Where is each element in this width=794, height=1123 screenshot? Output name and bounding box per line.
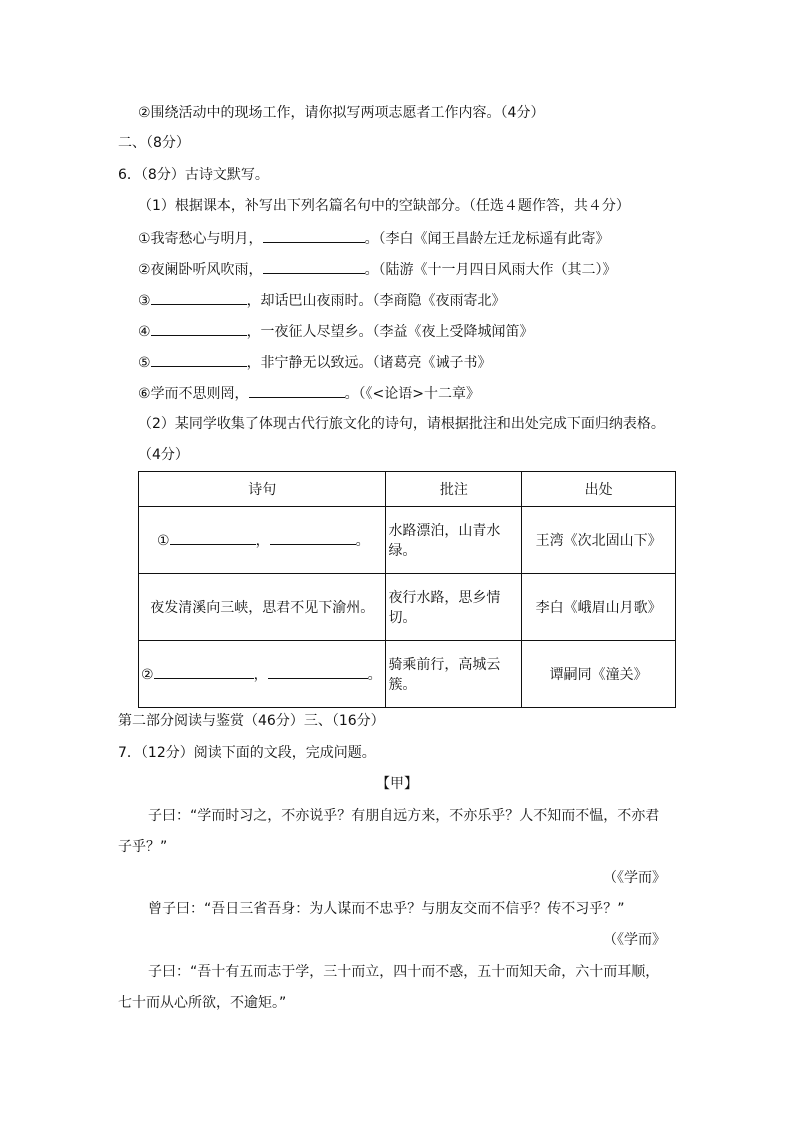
passage-1-source: （《学而》: [603, 870, 666, 886]
poem-table: [138, 471, 676, 708]
answer-blank[interactable]: [151, 290, 247, 305]
poem-cell: 夜发清溪向三峡，思君不见下渝州。: [139, 574, 386, 641]
recitation-line-3: ③ ，却话巴山夜雨时。（李商隐《夜雨寄北》: [138, 290, 506, 311]
poem-cell: ② ， 。: [139, 641, 386, 708]
question-6-part1: （1）根据课本，补写出下列名篇名句中的空缺部分。（任选４题作答，共４分）: [138, 198, 630, 214]
note-cell: 骑乘前行，高城云簇。: [386, 641, 522, 708]
passage-1-line-2: 子乎？”: [118, 839, 168, 855]
note-cell: 水路漂泊，山青水绿。: [386, 507, 522, 574]
question-volunteer: ②围绕活动中的现场工作，请你拟写两项志愿者工作内容。（4分）: [138, 105, 545, 121]
header-source: 出处: [522, 472, 676, 507]
question-6-part2-score: （4分）: [138, 447, 189, 463]
table-header-row: [139, 472, 676, 507]
answer-blank[interactable]: [263, 259, 365, 274]
table-row: [139, 641, 676, 708]
answer-blank[interactable]: [249, 383, 345, 398]
answer-blank[interactable]: [263, 228, 365, 243]
source-cell: 王湾《次北固山下》: [522, 507, 676, 574]
question-6-title: 6．（8分）古诗文默写。: [118, 167, 269, 183]
passage-3-line-1: 子曰：“吾十有五而志于学，三十而立，四十而不惑，五十而知天命，六十而耳顺，: [148, 964, 660, 980]
table-row: [139, 507, 676, 574]
recitation-line-2: ②夜阑卧听风吹雨， 。（陆游《十一月四日风雨大作（其二）》: [138, 259, 617, 280]
header-poem: 诗句: [139, 472, 386, 507]
header-note: 批注: [386, 472, 522, 507]
answer-blank[interactable]: [151, 321, 247, 336]
answer-blank[interactable]: [154, 664, 254, 679]
passage-2-source: （《学而》: [603, 932, 666, 948]
source-cell: 李白《峨眉山月歌》: [522, 574, 676, 641]
passage-1-line-1: 子曰：“学而时习之，不亦说乎？有朋自远方来，不亦乐乎？人不知而不愠，不亦君: [148, 808, 660, 824]
section-jia-label: 【甲】: [376, 776, 418, 792]
passage-3-line-2: 七十而从心所欲，不逾矩。”: [118, 995, 287, 1011]
answer-blank[interactable]: [151, 352, 247, 367]
note-cell: 夜行水路，思乡情切。: [386, 574, 522, 641]
answer-blank[interactable]: [268, 664, 368, 679]
answer-blank[interactable]: [170, 530, 256, 545]
table-row: [139, 574, 676, 641]
question-7-title: 7．（12分）阅读下面的文段，完成问题。: [118, 745, 376, 761]
recitation-line-6: ⑥学而不思则罔， 。（《<论语>十二章》: [138, 383, 480, 404]
poem-cell: ① ， 。: [139, 507, 386, 574]
source-cell: 谭嗣同《潼关》: [522, 641, 676, 708]
recitation-line-5: ⑤ ，非宁静无以致远。（诸葛亮《诫子书》: [138, 352, 492, 373]
passage-2: 曾子曰：“吾日三省吾身：为人谋而不忠乎？与朋友交而不信乎？传不习乎？”: [148, 901, 625, 917]
answer-blank[interactable]: [270, 530, 356, 545]
recitation-line-1: ①我寄愁心与明月， 。（李白《闻王昌龄左迁龙标遥有此寄》: [138, 228, 610, 249]
section-2-heading: 二、（8分）: [118, 135, 190, 151]
recitation-line-4: ④ ，一夜征人尽望乡。（李益《夜上受降城闻笛》: [138, 321, 534, 342]
part-two-heading: 第二部分阅读与鉴赏（46分）三、（16分）: [118, 713, 385, 729]
question-6-part2: （2）某同学收集了体现古代行旅文化的诗句，请根据批注和出处完成下面归纳表格。: [138, 416, 665, 432]
